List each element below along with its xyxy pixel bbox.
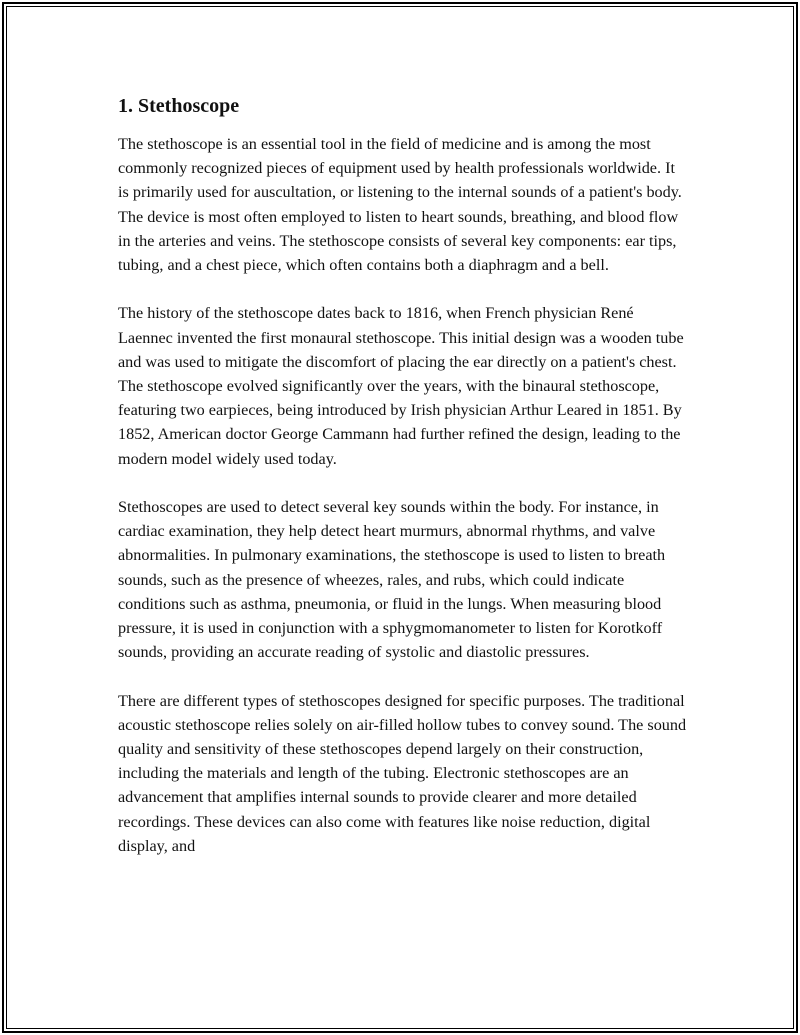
section-heading: 1. Stethoscope [118,95,240,117]
paragraph-types: There are different types of stethoscopes designed for specific purposes. The traditional acoustic stethoscope relies solely on air-filled hollow tubes to convey sound. The sound quality and sensitivity of these stethoscopes depend largely on their construction, including the materials and length of the tubing. Electronic stethoscopes are an advancement that amplifies internal sounds to provide clearer and more detailed recordings. These devices can also come with features like noise reduction, digital display, and [118,691,687,855]
paragraph-introduction: The stethoscope is an essential tool in the field of medicine and is among the most commonly recognized pieces of equipment used by health professionals worldwide. It is primarily used for auscultation, or listening to the internal sounds of a patient's body. The device is most often employed to listen to heart sounds, breathing, and blood flow in the arteries and veins. The stethoscope consists of several key components: ear tips, tubing, and a chest piece, which often contains both a diaphragm and a bell. [118,135,682,275]
document-body [118,94,688,882]
paragraph-history: The history of the stethoscope dates back to 1816, when French physician René Laennec invented the first monaural stethoscope. This initial design was a wooden tube and was used to mitigate the discomfort of placing the ear directly on a patient's chest. The stethoscope evolved significantly over the years, with the binaural stethoscope, featuring two earpieces, being introduced by Irish physician Arthur Leared in 1851. By 1852, American doctor George Cammann had further refined the design, leading to the modern model widely used today. [118,304,684,468]
paragraph-uses: Stethoscopes are used to detect several key sounds within the body. For instance, in cardiac examination, they help detect heart murmurs, abnormal rhythms, and valve abnormalities. In pulmonary examinations, the stethoscope is used to listen to breath sounds, such as the presence of wheezes, rales, and rubs, which could indicate conditions such as asthma, pneumonia, or fluid in the lungs. When measuring blood pressure, it is used in conjunction with a sphygmomanometer to listen for Korotkoff sounds, providing an accurate reading of systolic and diastolic pressures. [118,498,666,662]
